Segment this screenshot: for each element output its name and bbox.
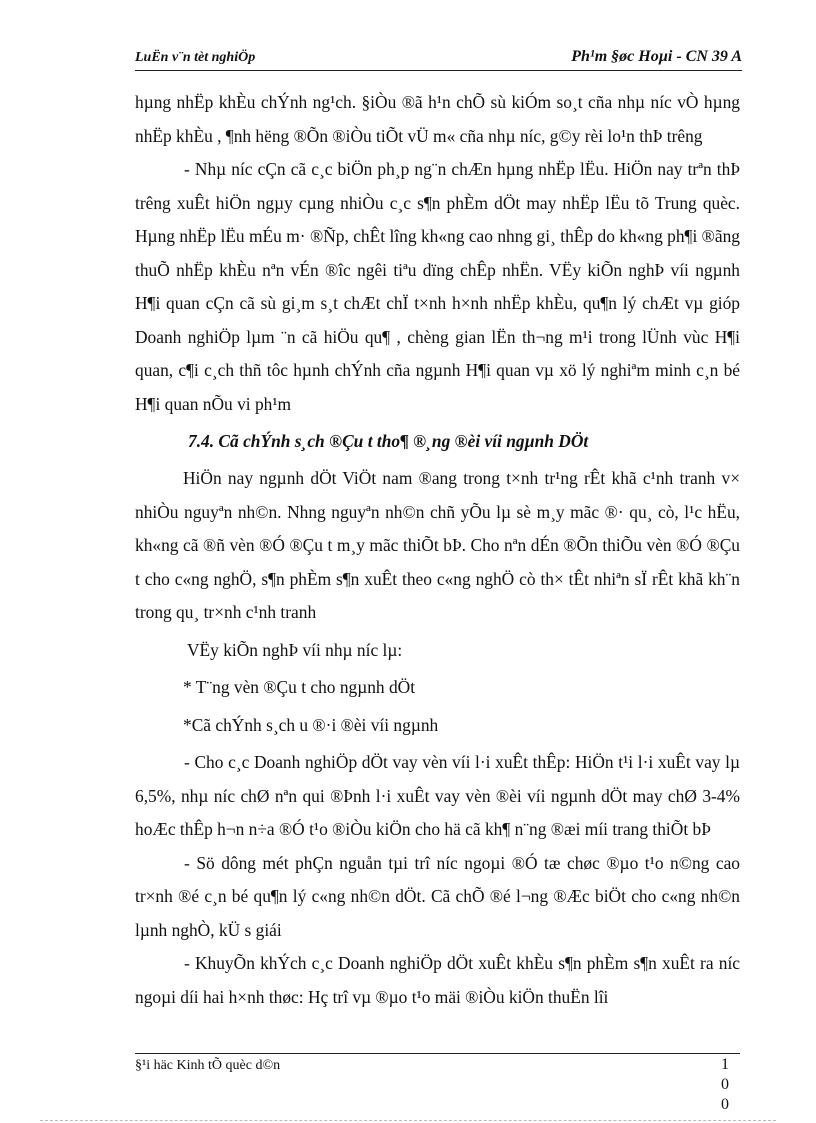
university-name: §¹i häc Kinh tÕ quèc d©n bbox=[135, 1058, 281, 1073]
page-number-digit: 0 bbox=[721, 1076, 729, 1093]
paragraph-foreign-funding-training: - Sö dông mét phÇn nguån tµi trî níc ngoµi ®Ó tæ chøc ®µo t¹o n©ng cao tr×nh ®é c¸n bé qu¶n lý c«ng nh©n dÖt. Cã chÕ ®é l¬ng ®Æc biÖt cho c«ng nh©n lµnh nghÒ, kÜ s giái bbox=[135, 852, 740, 940]
page-number bbox=[718, 1055, 732, 1115]
paragraph-textile-situation: HiÖn nay ngµnh dÖt ViÖt nam ®ang trong t×nh tr¹ng rÊt khã c¹nh tranh v× nhiÒu nguyªn nh©n. Nhng nguyªn nh©n chñ yÕu lµ sè m¸y mãc ®· qu¸ cò, l¹c hËu, kh«ng cã ®ñ vèn ®Ó ®Çu t m¸y mãc thiÕt bÞ. Cho nªn dÉn ®Õn thiÕu vèn ®Ó ®Çu t cho c«ng nghÖ, s¶n phÈm s¶n xuÊt theo c«ng nghÖ cò th× tÊt nhiªn sÏ rÊt khã kh¨n trong qu¸ tr×nh c¹nh tranh bbox=[135, 468, 740, 622]
paragraph-low-interest-loans: - Cho c¸c Doanh nghiÖp dÖt vay vèn víi l·i xuÊt thÊp: HiÖn t¹i l·i xuÊt vay lµ 6,5%, nhµ níc chØ nªn qui ®Þnh l·i xuÊt vay vèn ®èi víi ngµnh dÖt may chØ 3-4% hoÆc thÊp h¬n n÷a ®Ó t¹o ®iÒu kiÖn cho hä cã kh¶ n¨ng ®æi míi trang thiÕt bÞ bbox=[135, 752, 740, 839]
header-divider bbox=[135, 70, 742, 71]
footer-divider bbox=[135, 1053, 740, 1054]
paragraph-recommendation-intro: VËy kiÕn nghÞ víi nhµ níc lµ: bbox=[187, 639, 403, 660]
page-header bbox=[135, 50, 742, 70]
author-name: Ph¹m §øc Hoµi - CN 39 A bbox=[571, 48, 742, 65]
paragraph-export-encouragement: - KhuyÕn khÝch c¸c Doanh nghiÖp dÖt xuÊt khÈu s¶n phÈm s¶n xuÊt ra níc ngoµi díi hai h×nh thøc: Hç trî vµ ®µo t¹o mäi ®iÒu kiÖn thuËn lîi bbox=[135, 953, 740, 1007]
thesis-title: LuËn v¨n tèt nghiÖp bbox=[135, 50, 256, 65]
bullet-preferential-policy: *Cã chÝnh s¸ch u ®·i ®èi víi ngµnh bbox=[183, 714, 439, 735]
page-number-digit: 0 bbox=[721, 1096, 729, 1113]
bullet-increase-investment: * T¨ng vèn ®Çu t cho ngµnh dÖt bbox=[183, 677, 416, 697]
section-heading-7-4: 7.4. Cã chÝnh s¸ch ®Çu t tho¶ ®¸ng ®èi víi ngµnh DÖt bbox=[188, 431, 589, 451]
paragraph-smuggling-recommendation: - Nhµ níc cÇn cã c¸c biÖn ph¸p ng¨n chÆn hµng nhËp lËu. HiÖn nay trªn thÞ trêng xuÊt hiÖn ngµy cµng nhiÒu c¸c s¶n phÈm dÖt may nhËp lËu tõ Trung quèc. Hµng nhËp lËu mÉu m· ®Ñp, chÊt lîng kh«ng cao nhng gi¸ thÊp do kh«ng ph¶i ®ãng thuÕ nhËp khÈu nªn vÉn ®îc ngêi tiªu dïng chÊp nhËn. VËy kiÕn nghÞ víi ngµnh H¶i quan cÇn cã sù gi¸m s¸t chÆt chÏ t×nh h×nh nhËp khÈu, qu¶n lý chÆt vµ gióp Doanh nghiÖp lµm ¨n cã hiÖu qu¶ , chèng gian lËn th¬ng m¹i trong lÜnh vùc H¶i quan, c¶i c¸ch thñ tôc hµnh chÝnh cña ngµnh H¶i quan vµ xö lý nghiªm minh c¸n bé H¶i quan nÕu vi ph¹m bbox=[135, 159, 740, 414]
paragraph-continuation: hµng nhËp khÈu chÝnh ng¹ch. §iÒu ®ã h¹n chÕ sù kiÓm so¸t cña nhµ níc vÒ hµng nhËp khÈu , ¶nh hëng ®Õn ®iÒu tiÕt vÜ m« cña nhµ níc, g©y rèi lo¹n thÞ trêng bbox=[135, 92, 740, 146]
page-number-digit: 1 bbox=[721, 1056, 729, 1073]
page-bottom-border bbox=[40, 1120, 776, 1121]
page-body bbox=[135, 86, 740, 1014]
